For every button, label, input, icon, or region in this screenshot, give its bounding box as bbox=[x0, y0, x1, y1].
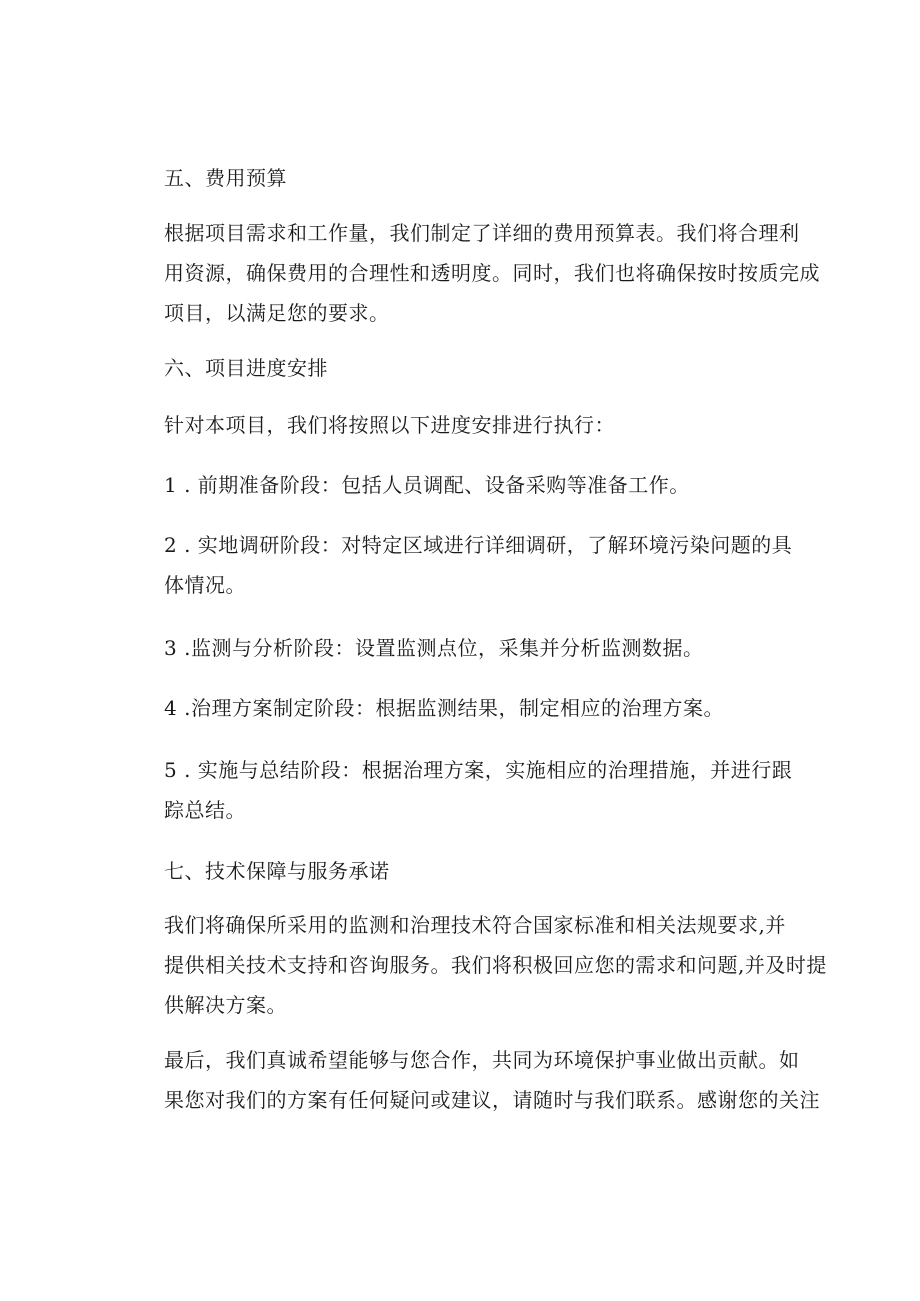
schedule-item-5 bbox=[164, 750, 804, 830]
schedule-item-2 bbox=[164, 525, 804, 605]
section6-heading bbox=[164, 348, 804, 388]
paragraph-line: 供解决方案。 bbox=[164, 993, 287, 1017]
list-item-line: 4 .治理方案制定阶段：根据监测结果，制定相应的治理方案。 bbox=[164, 696, 724, 720]
heading-text: 五、费用预算 bbox=[164, 166, 287, 190]
section7-paragraph bbox=[164, 905, 827, 1025]
paragraph-line: 提供相关技术支持和咨询服务。我们将积极回应您的需求和问题,并及时提 bbox=[164, 953, 827, 977]
list-item-line: 踪总结。 bbox=[164, 798, 246, 822]
section5-paragraph bbox=[164, 213, 820, 333]
heading-text: 七、技术保障与服务承诺 bbox=[164, 859, 390, 883]
list-item-line: 1 . 前期准备阶段：包括人员调配、设备采购等准备工作。 bbox=[164, 473, 690, 497]
section7-heading bbox=[164, 851, 804, 891]
paragraph-line: 最后，我们真诚希望能够与您合作，共同为环境保护事业做出贡献。如 bbox=[164, 1048, 800, 1072]
paragraph-line: 项目，以满足您的要求。 bbox=[164, 301, 390, 325]
section6-intro bbox=[164, 405, 804, 445]
paragraph-line: 用资源，确保费用的合理性和透明度。同时，我们也将确保按时按质完成 bbox=[164, 261, 820, 285]
list-item-line: 3 .监测与分析阶段：设置监测点位，采集并分析监测数据。 bbox=[164, 636, 704, 660]
paragraph-line: 针对本项目，我们将按照以下进度安排进行执行： bbox=[164, 413, 615, 437]
heading-text: 六、项目进度安排 bbox=[164, 356, 328, 380]
list-item-line: 体情况。 bbox=[164, 573, 246, 597]
paragraph-line: 根据项目需求和工作量，我们制定了详细的费用预算表。我们将合理利 bbox=[164, 221, 800, 245]
schedule-item-3 bbox=[164, 628, 804, 668]
schedule-item-4 bbox=[164, 688, 804, 728]
paragraph-line: 果您对我们的方案有任何疑问或建议，请随时与我们联系。感谢您的关注 bbox=[164, 1088, 820, 1112]
closing-paragraph bbox=[164, 1040, 820, 1120]
list-item-line: 5 . 实施与总结阶段：根据治理方案，实施相应的治理措施，并进行跟 bbox=[164, 758, 793, 782]
schedule-item-1 bbox=[164, 465, 804, 505]
list-item-line: 2 . 实地调研阶段：对特定区域进行详细调研，了解环境污染问题的具 bbox=[164, 533, 793, 557]
paragraph-line: 我们将确保所采用的监测和治理技术符合国家标准和相关法规要求,并 bbox=[164, 913, 786, 937]
section5-heading bbox=[164, 158, 804, 198]
